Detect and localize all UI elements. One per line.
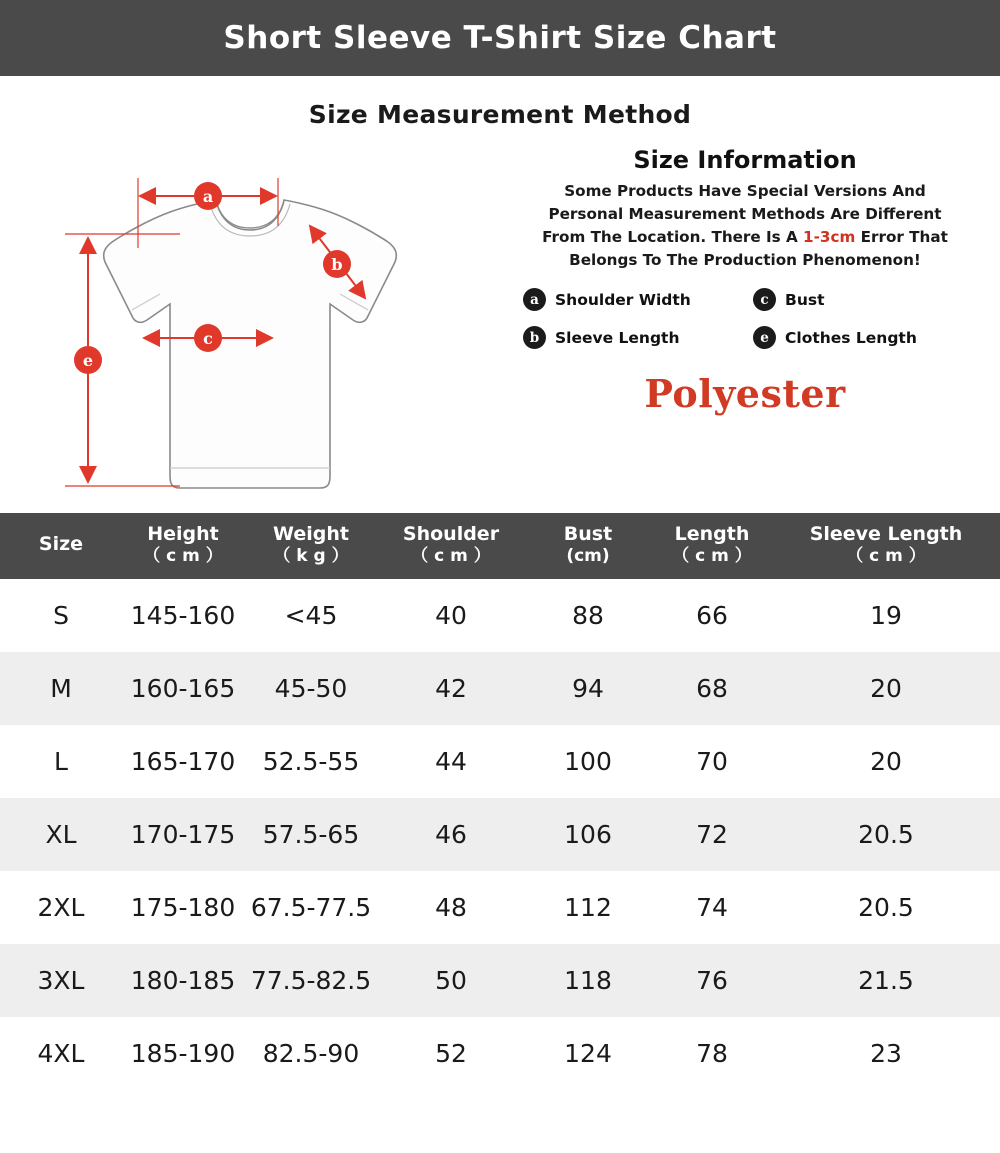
- column-header-bust: [524, 513, 652, 579]
- svg-text:c: c: [203, 329, 213, 348]
- cell-shoulder: 46: [378, 798, 524, 871]
- note-line-4: Belongs To The Production Phenomenon!: [569, 251, 921, 270]
- cell-shoulder: 50: [378, 944, 524, 1017]
- column-header-weight-label: Weight: [273, 523, 349, 545]
- column-header-height: [122, 513, 244, 579]
- column-header-bust-label: Bust: [563, 523, 613, 545]
- cell-weight: 52.5-55: [244, 725, 378, 798]
- cell-height: 175-180: [122, 871, 244, 944]
- cell-height: 185-190: [122, 1017, 244, 1090]
- table-row: [0, 798, 1000, 871]
- cell-length: 70: [652, 725, 772, 798]
- legend-item-clothes-length: [753, 326, 983, 349]
- measurement-section: [0, 76, 1000, 513]
- note-line-3-before: From The Location. There Is A: [542, 228, 804, 247]
- table-row: [0, 652, 1000, 725]
- column-header-size: [0, 513, 122, 579]
- size-table-head: [0, 513, 1000, 579]
- cell-length: 74: [652, 871, 772, 944]
- cell-shoulder: 40: [378, 579, 524, 652]
- cell-sleeve-length: 23: [772, 1017, 1000, 1090]
- note-tolerance: 1-3cm: [803, 228, 856, 247]
- legend-item-shoulder-width: [523, 288, 753, 311]
- cell-shoulder: 44: [378, 725, 524, 798]
- legend-item-sleeve-length: [523, 326, 753, 349]
- badge-a-icon: a: [523, 288, 546, 311]
- column-header-sleeve-length: [772, 513, 1000, 579]
- cell-length: 72: [652, 798, 772, 871]
- cell-length: 68: [652, 652, 772, 725]
- measurement-legend: [505, 288, 985, 349]
- badge-b-icon: b: [523, 326, 546, 349]
- cell-size: M: [0, 652, 122, 725]
- cell-bust: 112: [524, 871, 652, 944]
- legend-item-bust: [753, 288, 983, 311]
- cell-length: 66: [652, 579, 772, 652]
- size-table-body: [0, 579, 1000, 1090]
- table-row: [0, 579, 1000, 652]
- cell-height: 145-160: [122, 579, 244, 652]
- cell-size: S: [0, 579, 122, 652]
- svg-text:e: e: [82, 351, 94, 370]
- column-header-length: [652, 513, 772, 579]
- column-header-shoulder: [378, 513, 524, 579]
- column-header-length-unit: （ c m ）: [672, 546, 752, 567]
- cell-size: L: [0, 725, 122, 798]
- cell-height: 160-165: [122, 652, 244, 725]
- cell-weight: 82.5-90: [244, 1017, 378, 1090]
- measurement-title: Size Measurement Method: [308, 100, 692, 129]
- cell-size: XL: [0, 798, 122, 871]
- table-row: [0, 871, 1000, 944]
- cell-bust: 106: [524, 798, 652, 871]
- column-header-height-unit: （ c m ）: [143, 546, 223, 567]
- column-header-weight-unit: （ k g ）: [273, 546, 349, 567]
- column-header-height-label: Height: [147, 523, 219, 545]
- cell-shoulder: 42: [378, 652, 524, 725]
- column-header-weight: [244, 513, 378, 579]
- table-row: [0, 944, 1000, 1017]
- size-information-title: Size Information: [633, 146, 857, 174]
- note-line-2: Personal Measurement Methods Are Different: [548, 205, 942, 224]
- cell-height: 165-170: [122, 725, 244, 798]
- cell-length: 76: [652, 944, 772, 1017]
- svg-text:b: b: [331, 255, 343, 274]
- cell-bust: 118: [524, 944, 652, 1017]
- cell-height: 180-185: [122, 944, 244, 1017]
- badge-c-icon: c: [753, 288, 776, 311]
- column-header-length-label: Length: [674, 523, 750, 545]
- cell-sleeve-length: 19: [772, 579, 1000, 652]
- legend-label-sleeve-length: Sleeve Length: [555, 328, 680, 347]
- cell-bust: 94: [524, 652, 652, 725]
- cell-shoulder: 52: [378, 1017, 524, 1090]
- table-row: [0, 1017, 1000, 1090]
- note-line-3-after: Error That: [855, 228, 948, 247]
- page-title: Short Sleeve T-Shirt Size Chart: [223, 20, 777, 56]
- column-header-shoulder-label: Shoulder: [402, 523, 500, 545]
- badge-e-icon: e: [753, 326, 776, 349]
- cell-weight: 57.5-65: [244, 798, 378, 871]
- legend-label-bust: Bust: [785, 290, 825, 309]
- column-header-sleeve-length-unit: （ c m ）: [846, 546, 926, 567]
- legend-label-clothes-length: Clothes Length: [785, 328, 917, 347]
- cell-shoulder: 48: [378, 871, 524, 944]
- column-header-size-label: Size: [38, 533, 84, 556]
- legend-label-shoulder-width: Shoulder Width: [555, 290, 691, 309]
- cell-size: 4XL: [0, 1017, 122, 1090]
- cell-length: 78: [652, 1017, 772, 1090]
- cell-sleeve-length: 20: [772, 725, 1000, 798]
- tshirt-diagram: [20, 138, 500, 508]
- cell-size: 2XL: [0, 871, 122, 944]
- note-line-1: Some Products Have Special Versions And: [564, 182, 926, 200]
- cell-weight: 77.5-82.5: [244, 944, 378, 1017]
- cell-sleeve-length: 20.5: [772, 798, 1000, 871]
- column-header-shoulder-unit: （ c m ）: [411, 546, 491, 567]
- size-information-note: [505, 180, 985, 272]
- cell-sleeve-length: 21.5: [772, 944, 1000, 1017]
- size-table: [0, 513, 1000, 1090]
- cell-weight: <45: [244, 579, 378, 652]
- column-header-sleeve-length-label: Sleeve Length: [809, 523, 963, 545]
- page-header: [0, 0, 1000, 76]
- cell-weight: 67.5-77.5: [244, 871, 378, 944]
- size-information-panel: [505, 146, 985, 416]
- cell-bust: 124: [524, 1017, 652, 1090]
- cell-weight: 45-50: [244, 652, 378, 725]
- cell-bust: 100: [524, 725, 652, 798]
- cell-sleeve-length: 20.5: [772, 871, 1000, 944]
- cell-size: 3XL: [0, 944, 122, 1017]
- material-label: Polyester: [644, 371, 846, 417]
- table-header-row: [0, 513, 1000, 579]
- cell-height: 170-175: [122, 798, 244, 871]
- table-row: [0, 725, 1000, 798]
- svg-text:a: a: [202, 187, 214, 206]
- cell-sleeve-length: 20: [772, 652, 1000, 725]
- column-header-bust-unit: (cm): [566, 546, 610, 567]
- cell-bust: 88: [524, 579, 652, 652]
